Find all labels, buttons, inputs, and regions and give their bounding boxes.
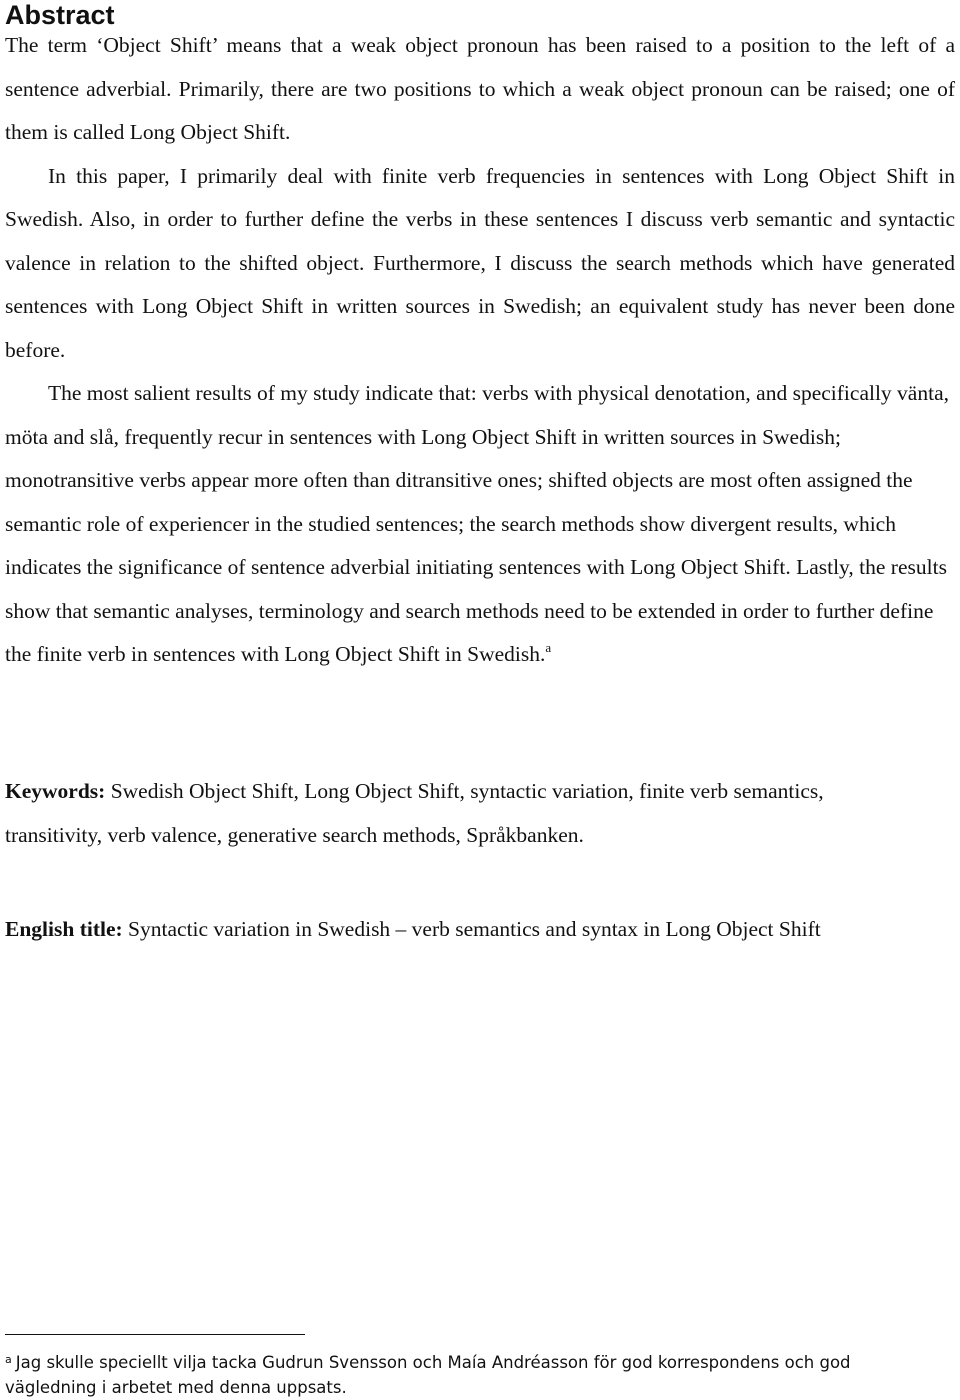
- keywords-label: Keywords:: [5, 779, 106, 803]
- document-page: [5, 0, 955, 941]
- footnote-text: Jag skulle speciellt vilja tacka Gudrun Svensson och Maía Andréasson för god korrespondens och god vägledning i arbetet med denna uppsats.: [5, 1353, 851, 1397]
- footnote-marker: a: [5, 1353, 12, 1366]
- keywords-line: [5, 770, 865, 857]
- abstract-paragraph-1-text: The term ‘Object Shift’ means that a weak object pronoun has been raised to a position to the left of a sentence adverbial. Primarily, there are two positions to which a weak object pronoun can be raised; one of them is called Long Object Shift.: [5, 33, 955, 144]
- abstract-paragraph-2: [5, 155, 955, 373]
- english-title-label: English title:: [5, 917, 123, 941]
- footnote-reference[interactable]: a: [545, 640, 552, 655]
- abstract-paragraph-3-text: The most salient results of my study indicate that: verbs with physical denotation, and specifically vänta, möta and slå, frequently recur in sentences with Long Object Shift in written sources in Swedish; monotransitive verbs appear more often than ditransitive ones; shifted objects are most often assigned the semantic role of experiencer in the studied sentences; the search methods show divergent results, which indicates the significance of sentence adverbial initiating sentences with Long Object Shift. Lastly, the results show that semantic analyses, terminology and search methods need to be extended in order to further define the finite verb in sentences with Long Object Shift in Swedish.: [5, 381, 949, 666]
- abstract-paragraph-1: [5, 24, 955, 155]
- footnote-separator: [5, 1334, 305, 1335]
- abstract-heading: Abstract: [5, 0, 115, 30]
- footnote: [5, 1350, 935, 1400]
- english-title-line: [5, 912, 925, 946]
- abstract-paragraph-2-text: In this paper, I primarily deal with finite verb frequencies in sentences with Long Object Shift in Swedish. Also, in order to further define the verbs in these sentences I discuss verb semantic and syntactic valence in relation to the shifted object. Furthermore, I discuss the search methods which have generated sentences with Long Object Shift in written sources in Swedish; an equivalent study has never been done before.: [5, 163, 955, 362]
- keywords-text: Swedish Object Shift, Long Object Shift, syntactic variation, finite verb semantics, transitivity, verb valence, generative search methods, Språkbanken.: [5, 779, 824, 847]
- english-title-text: Syntactic variation in Swedish – verb semantics and syntax in Long Object Shift: [122, 917, 821, 941]
- abstract-paragraph-3: [5, 372, 955, 677]
